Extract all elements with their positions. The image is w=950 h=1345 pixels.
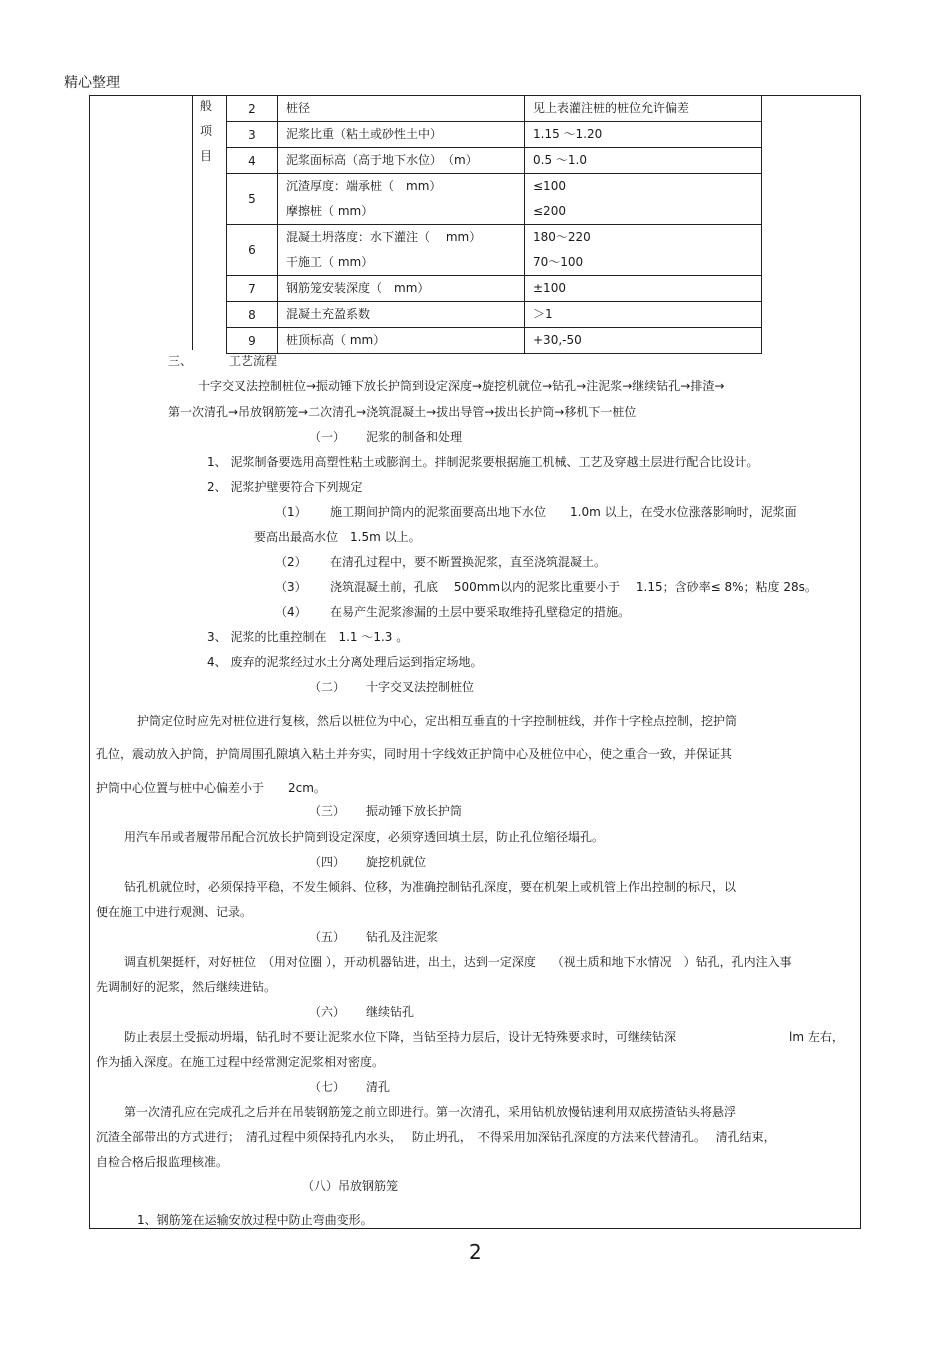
process-flow-line-2: 第一次清孔→吊放钢筋笼→二次清孔→浇筑混凝土→拔出导管→拔出长护筒→移机下一桩位 bbox=[168, 405, 637, 419]
continue-drilling-line-1: 防止表层土受振动坍塌，钻孔时不要让泥浆水位下降，当钻至持力层后，设计无特殊要求时，可继续钻深 bbox=[124, 1030, 677, 1044]
value-text: ±100 bbox=[533, 281, 566, 295]
subsection-1-number: （一） bbox=[309, 430, 346, 444]
value-text: 见上表灌注桩的桩位允许偏差 bbox=[533, 101, 690, 115]
cleaning-line-3: 自检合格后报监理核准。 bbox=[96, 1155, 229, 1169]
row-number: 9 bbox=[227, 328, 278, 354]
subsection-6-title: 继续钻孔 bbox=[366, 1005, 415, 1019]
continue-drilling-line-2: 作为插入深度。在施工过程中经常测定泥浆相对密度。 bbox=[96, 1055, 385, 1069]
value-text: ≤200 bbox=[533, 204, 566, 218]
item-text: 泥浆比重（粘土或砂性土中） bbox=[286, 127, 443, 141]
subsection-8-title: （八）吊放钢筋笼 bbox=[302, 1179, 399, 1193]
mud-sub-1-line-1: 施工期间护筒内的泥浆面要高出地下水位 1.0m 以上，在受水位涨落影响时，泥浆面 bbox=[330, 505, 797, 519]
subsection-4-title: 旋挖机就位 bbox=[366, 855, 427, 869]
value-text: 70～100 bbox=[533, 255, 584, 269]
page-number: 2 bbox=[469, 1240, 482, 1264]
row-item bbox=[278, 148, 525, 174]
value-text: 180～220 bbox=[533, 230, 591, 244]
row-item bbox=[278, 276, 525, 302]
side-char-1: 般 bbox=[200, 99, 213, 113]
mud-sub-4: 在易产生泥浆渗漏的土层中要采取维持孔壁稳定的措施。 bbox=[330, 605, 631, 619]
row-number: 5 bbox=[227, 174, 278, 225]
item-text: 桩径 bbox=[286, 101, 311, 115]
subsection-2-title: 十字交叉法控制桩位 bbox=[366, 680, 475, 694]
row-value bbox=[525, 225, 762, 276]
continue-drilling-line-1-tail: lm 左右， bbox=[789, 1030, 844, 1044]
mud-sub-4-number: （4） bbox=[275, 605, 307, 619]
value-text: ＞1 bbox=[533, 307, 553, 321]
table-row bbox=[227, 96, 762, 122]
row-value bbox=[525, 276, 762, 302]
row-number: 2 bbox=[227, 96, 278, 122]
mud-item-2: 2、 泥浆护壁要符合下列规定 bbox=[207, 480, 363, 494]
row-value bbox=[525, 96, 762, 122]
row-item bbox=[278, 225, 525, 276]
subsection-3-title: 振动锤下放长护筒 bbox=[366, 804, 463, 818]
value-text: 0.5 ～1.0 bbox=[533, 153, 587, 167]
row-item bbox=[278, 302, 525, 328]
item-text: 干施工（ mm） bbox=[286, 255, 374, 269]
section-3-number: 三、 bbox=[168, 354, 193, 368]
row-value bbox=[525, 302, 762, 328]
rig-line-1: 钻孔机就位时，必须保持平稳，不发生倾斜、位移，为准确控制钻孔深度，要在机架上或机管上作出控制的标尺，以 bbox=[124, 880, 737, 894]
table-row bbox=[227, 302, 762, 328]
positioning-line-3: 护筒中心位置与桩中心偏差小于 2cm。 bbox=[96, 781, 326, 795]
mud-sub-1-line-2: 要高出最高水位 1.5m 以上。 bbox=[254, 530, 421, 544]
value-text: +30,-50 bbox=[533, 333, 582, 347]
casing-line-1: 用汽车吊或者履带吊配合沉放长护筒到设定深度，必须穿透回填土层，防止孔位缩径塌孔。 bbox=[124, 830, 605, 844]
row-item bbox=[278, 122, 525, 148]
process-flow-line-1: 十字交叉法控制桩位→振动锤下放长护筒到设定深度→旋挖机就位→钻孔→注泥浆→继续钻孔→排渣→ bbox=[198, 379, 725, 393]
mud-sub-1-number: （1） bbox=[275, 505, 307, 519]
table-row bbox=[227, 276, 762, 302]
cage-item-1: 1、钢筋笼在运输安放过程中防止弯曲变形。 bbox=[137, 1213, 373, 1227]
side-char-2: 项 bbox=[200, 124, 213, 138]
table-row bbox=[227, 174, 762, 225]
drilling-line-1: 调直机架挺杆，对好桩位 （用对位圈 ），开动机器钻进，出土，达到一定深度 （视土质和地下水情况 ）钻孔，孔内注入事 bbox=[124, 955, 792, 969]
row-number: 7 bbox=[227, 276, 278, 302]
subsection-5-number: （五） bbox=[309, 930, 346, 944]
mud-item-3: 3、 泥浆的比重控制在 1.1 ～1.3 。 bbox=[207, 630, 409, 644]
row-number: 4 bbox=[227, 148, 278, 174]
item-text: 混凝土坍落度：水下灌注（ mm） bbox=[286, 230, 482, 244]
row-number: 6 bbox=[227, 225, 278, 276]
row-item bbox=[278, 174, 525, 225]
item-text: 泥浆面标高（高于地下水位） （m） bbox=[286, 153, 478, 167]
row-item bbox=[278, 328, 525, 354]
general-items-label bbox=[192, 95, 226, 350]
subsection-6-number: （六） bbox=[309, 1005, 346, 1019]
row-value bbox=[525, 122, 762, 148]
cleaning-line-2: 沉渣全部带出的方式进行； 清孔过程中须保持孔内水头， 防止坍孔， 不得采用加深钻孔深度的方法来代替清孔。 清孔结束， bbox=[96, 1130, 776, 1144]
cleaning-line-1: 第一次清孔应在完成孔之后并在吊装钢筋笼之前立即进行。第一次清孔，采用钻机放慢钻速利用双底捞渣钻头将悬浮 bbox=[124, 1105, 737, 1119]
row-value bbox=[525, 174, 762, 225]
subsection-7-title: 清孔 bbox=[366, 1080, 391, 1094]
subsection-1-title: 泥浆的制备和处理 bbox=[366, 430, 463, 444]
mud-sub-3-number: （3） bbox=[275, 580, 307, 594]
mud-sub-3: 浇筑混凝土前，孔底 500mm以内的泥浆比重要小于 1.15；含砂率≤ 8%；粘度 28s。 bbox=[330, 580, 817, 594]
row-item bbox=[278, 96, 525, 122]
value-text: 1.15 ～1.20 bbox=[533, 127, 603, 141]
item-text: 钢筋笼安装深度（ mm） bbox=[286, 281, 430, 295]
rig-line-2: 便在施工中进行观测、记录。 bbox=[96, 905, 253, 919]
subsection-4-number: （四） bbox=[309, 855, 346, 869]
item-text: 混凝土充盈系数 bbox=[286, 307, 371, 321]
row-value bbox=[525, 148, 762, 174]
item-text: 桩顶标高（ mm） bbox=[286, 333, 386, 347]
subsection-3-number: （三） bbox=[309, 804, 346, 818]
mud-sub-2-number: （2） bbox=[275, 555, 307, 569]
subsection-7-number: （七） bbox=[309, 1080, 346, 1094]
mud-item-1: 1、 泥浆制备要选用高塑性粘土或膨润土。拌制泥浆要根据施工机械、工艺及穿越土层进行配合比设计。 bbox=[207, 455, 759, 469]
item-text: 沉渣厚度：端承桩（ mm） bbox=[286, 179, 442, 193]
row-number: 3 bbox=[227, 122, 278, 148]
mud-sub-2: 在清孔过程中，要不断置换泥浆，直至浇筑混凝土。 bbox=[330, 555, 607, 569]
value-text: ≤100 bbox=[533, 179, 566, 193]
subsection-2-number: （二） bbox=[309, 680, 346, 694]
table-row bbox=[227, 328, 762, 354]
item-text: 摩擦桩（ mm） bbox=[286, 204, 374, 218]
mud-item-4: 4、 废弃的泥浆经过水土分离处理后运到指定场地。 bbox=[207, 655, 483, 669]
side-char-3: 目 bbox=[200, 149, 213, 163]
table-row bbox=[227, 225, 762, 276]
positioning-line-1: 护筒定位时应先对桩位进行复核，然后以桩位为中心，定出相互垂直的十字控制桩线，并作十字栓点控制，挖护筒 bbox=[137, 714, 738, 728]
drilling-line-2: 先调制好的泥浆，然后继续进钻。 bbox=[96, 980, 277, 994]
row-number: 8 bbox=[227, 302, 278, 328]
section-3-title: 工艺流程 bbox=[229, 354, 278, 368]
page-header-title: 精心整理 bbox=[64, 75, 120, 91]
table-row bbox=[227, 148, 762, 174]
subsection-5-title: 钻孔及注泥浆 bbox=[366, 930, 439, 944]
table-row bbox=[227, 122, 762, 148]
row-value bbox=[525, 328, 762, 354]
tolerance-table bbox=[226, 95, 762, 354]
positioning-line-2: 孔位，震动放入护筒，护筒周围孔隙填入粘土并夯实，同时用十字线效正护筒中心及桩位中心，使之重合一致，并保证其 bbox=[96, 747, 733, 761]
